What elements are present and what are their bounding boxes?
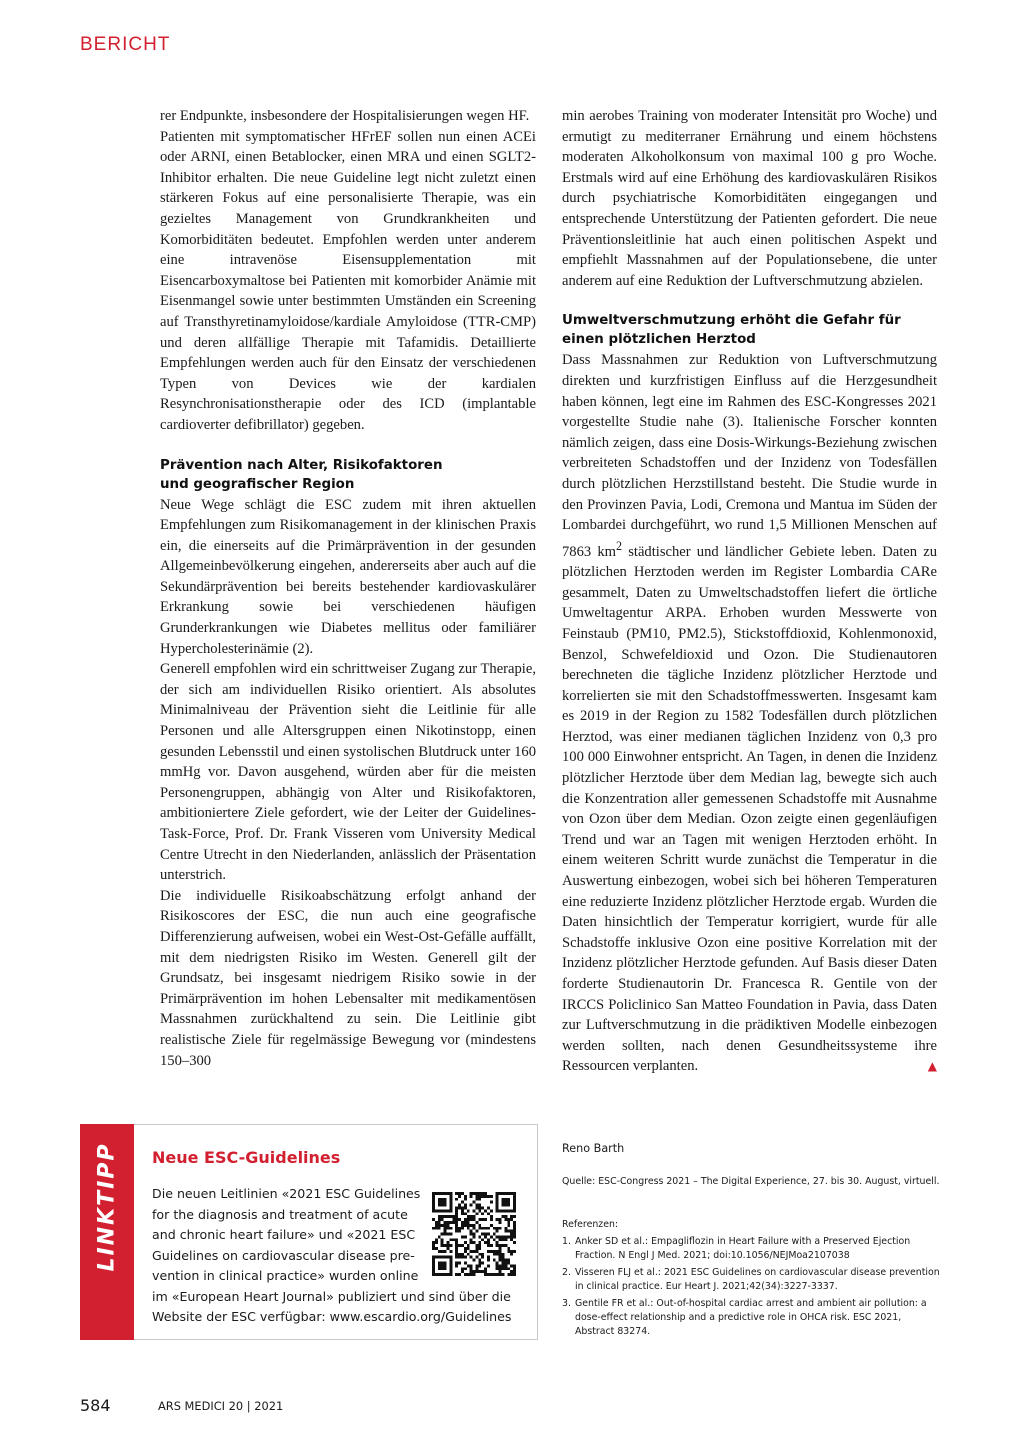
linktipp-line: Guidelines on cardiovascular disease pre- — [152, 1247, 415, 1263]
linktipp-label: LINKTIPP — [94, 1142, 120, 1272]
reference-number: 3. — [562, 1298, 571, 1309]
reference-text: Visseren FLJ et al.: 2021 ESC Guidelines on cardiovascular disease prevention in clinical practice. Eur Heart J. 2021;42(34):3227-3337. — [575, 1267, 940, 1292]
linktipp-line: im «European Heart Journal» publiziert und sind über die — [152, 1288, 511, 1304]
references — [562, 1218, 942, 1342]
heading-line: und geografischer Region — [160, 476, 355, 492]
reference-text: Gentile FR et al.: Out-of-hospital cardiac arrest and ambient air pollution: a dose-effect relationship and a predictive role in OHCA risk. ESC 2021, Abstract 83274. — [575, 1298, 927, 1337]
paragraph: Generell empfohlen wird ein schrittweiser Zugang zur Therapie, der sich am individuellen Risiko orientiert. Als absolutes Minimalniveau der Prävention sieht die Leitlinie für alle Personen und alle Altersgruppen einen Nikotinstopp, einen gesunden Lebensstil und einen systolischen Blutdruck unter 160 mmHg vor. Davon ausgehend, würden aber für die meisten Personengruppen, abhängig von Alter und Risikofaktoren, ambitioniertere Ziele gefordert, wie der Leiter der Guidelines-Task-Force, Prof. Dr. Frank Visseren vom University Medical Centre Utrecht in den Niederlanden, anlässlich der Präsentation unterstrich. — [160, 661, 536, 884]
linktipp-line: Die neuen Leitlinien «2021 ESC Guidelines — [152, 1186, 421, 1201]
references-heading: Referenzen: — [562, 1219, 619, 1230]
reference-number: 1. — [562, 1236, 571, 1247]
paragraph-part: städtischer und ländlicher Gebiete leben. Daten zu plötzlichen Herztoden werden im Register Lombardia CARe gesammelt, Daten zu Umweltschadstoffen liefert die örtliche Umweltagentur ARPA. Erhoben wurden Messwerte von Feinstaub (PM10, PM2.5), Stickstoffdioxid, Kohlenmonoxid, Benzol, Schwefeldioxid und Ozon. Die Studienautoren berechneten die tägliche Inzidenz plötzlicher Herztode und korrelierten sie mit den Schadstoffmesswerten. Insgesamt kam es 2019 in der Region zu 1582 Todesfällen durch plötzlichen Herztod, was einer medianen täglichen Inzidenz von 0,3 pro 100 000 Einwohner entspricht. An Tagen, in denen die Inzidenz plötzlicher Herztode über dem Median lag, bewegte sich auch die Konzentration aller gemessenen Schadstoffe mit Ausnahme von Ozon über dem Median. Ozon zeigte einen gegenläufigen Trend und war an Tagen mit wenigen Herztoden erhöht. In einem weiteren Schritt wurde zunächst die Temperatur in die Auswertung einbezogen, wobei sich bei höheren Temperaturen eine reduzierte Inzidenz plötzlicher Herztode ergab. Wurden die Daten hinsichtlich der Temperatur korrigiert, wurde für alle Schadstoffe inklusive Ozon eine positive Korrelation mit der Inzidenz plötzlicher Herztode gefunden. Auf Basis dieser Daten forderte Studienautorin Dr. Francesca R. Gentile von der IRCCS Policlinico San Matteo Foundation in Pavia, dass Daten zur Luftverschmutzung in die prädiktiven Modelle einbezogen werden sollten, nach denen Gesundheitssysteme ihre Ressourcen verplanten. — [562, 543, 937, 1075]
section-heading — [562, 311, 937, 349]
paragraph: Die individuelle Risikoabschätzung erfolgt anhand der Risikoscores der ESC, die nun auch eine geografische Differenzierung aufweisen, wobei ein West-Ost-Gefälle auffällt, mit dem niedrigsten Risiko im Westen. Generell gilt der Grundsatz, bei insgesamt niedrigem Risiko sowie in der Primärprävention im hohen Lebensalter mit medikamentösen Massnahmen zurückhaltend zu sein. Die Leitlinie gibt realistische Ziele für regelmässige Bewegung vor (mindestens 150–300 — [160, 887, 536, 1069]
paragraph: rer Endpunkte, insbesondere der Hospitalisierungen wegen HF. — [160, 108, 530, 124]
reference-text: Anker SD et al.: Empagliflozin in Heart Failure with a Preserved Ejection Fraction. N Engl J Med. 2021; doi:10.1056/NEJMoa2107038 — [575, 1236, 911, 1261]
left-column — [160, 106, 536, 1071]
linktipp-line: for the diagnosis and treatment of acute — [152, 1206, 408, 1222]
superscript: 2 — [615, 538, 623, 553]
author: Reno Barth — [562, 1142, 625, 1155]
reference-number: 2. — [562, 1267, 571, 1278]
journal-issue: ARS MEDICI 20 | 2021 — [158, 1399, 284, 1413]
heading-line: Umweltverschmutzung erhöht die Gefahr für — [562, 313, 901, 329]
paragraph: min aerobes Training von moderater Intensität pro Woche) und ermutigt zu mediterraner Ernährung und einem höchstens moderaten Alkoholkonsum von maximal 100 g pro Woche. Erstmals wird auf eine Erhöhung des kardiovaskulären Risikos durch psychiatrische Komorbiditäten eingegangen und entsprechende Unterstützung der Patienten gefordert. Die neue Präventionsleitlinie hat auch einen politischen Aspekt und empfiehlt Massnahmen auf der Populationsebene, die unter anderem auf eine Reduktion der Luftverschmutzung abzielen. — [562, 108, 937, 289]
paragraph-part: Dass Massnahmen zur Reduktion von Luftverschmutzung direkten und kurzfristigen Einfluss auf die Herzgesundheit haben können, legt eine im Rahmen des ESC-Kongresses 2021 vorgestellte Studie nahe (3). Italienische Forscher konnten nämlich zeigen, dass eine Dosis-Wirkungs-Beziehung zwischen verbreiteten Schadstoffen und der Inzidenz von Todesfällen durch plötzlichen Herzstillstand besteht. Die Studie wurde in den Provinzen Pavia, Lodi, Cremona und Mantua im Süden der Lombardei durchgeführt, wo rund 1,5 Millionen Menschen auf 7863 km — [562, 352, 937, 560]
paragraph: Neue Wege schlägt die ESC zudem mit ihren aktuellen Empfehlungen zum Risikomanagement in der klinischen Praxis ein, die einerseits auf die Primärprävention in der gesunden Allgemeinbevölkerung eingehen, andererseits aber auch auf die Sekundärprävention bei bereits bestehender kardiovaskulärer Erkrankung sowie bei verschiedenen häufigen Grunderkrankungen wie Diabetes mellitus oder familiärer Hypercholesterinämie (2). — [160, 496, 536, 657]
linktipp-line: Website der ESC verfügbar: www.escardio.org/Guidelines — [152, 1309, 512, 1324]
right-column — [562, 106, 937, 1077]
reference-item — [562, 1266, 942, 1294]
source-note: Quelle: ESC-Congress 2021 – The Digital Experience, 27. bis 30. August, virtuell. — [562, 1176, 940, 1187]
linktipp-line: vention in clinical practice» wurden online — [152, 1268, 419, 1283]
heading-line: einen plötzlichen Herztod — [562, 332, 756, 348]
linktipp-line: and chronic heart failure» und «2021 ESC — [152, 1227, 416, 1242]
reference-item — [562, 1297, 942, 1339]
paragraph: Patienten mit symptomatischer HFrEF sollen nun einen ACEi oder ARNI, einen Betablocker, einen MRA und einen SGLT2-Inhibitor erhalten. Die neue Guideline legt nicht zuletzt einen stärkeren Fokus auf eine personalisierte Therapie, was ein gezieltes Management von Grundkrankheiten und Komorbiditäten bedeutet. Empfohlen werden unter anderem eine intravenöse Eisensupplementation mit Eisencarboxymaltose bei Patienten mit komorbider Anämie mit Eisenmangel sowie unter bestimmten Umständen ein Screening auf Transthyretinamyloidose/kardiale Amyloidose (TTR-CMP) und deren allfällige Therapie mit Tafamidis. Detaillierte Empfehlungen werden auch für den Einsatz der verschiedenen Typen von Devices wie der kardialen Resynchronisationstherapie oder des ICD (implantable cardioverter defibrillator) gegeben. — [160, 128, 536, 433]
end-triangle-icon: ▲ — [927, 1059, 937, 1074]
reference-item — [562, 1235, 942, 1263]
qr-code-icon[interactable] — [432, 1192, 516, 1276]
section-label: BERICHT — [80, 34, 171, 55]
heading-line: Prävention nach Alter, Risikofaktoren — [160, 457, 443, 473]
linktipp-title: Neue ESC-Guidelines — [152, 1148, 341, 1167]
paragraph — [562, 350, 937, 1077]
section-heading — [160, 456, 536, 494]
page-number: 584 — [80, 1396, 111, 1415]
